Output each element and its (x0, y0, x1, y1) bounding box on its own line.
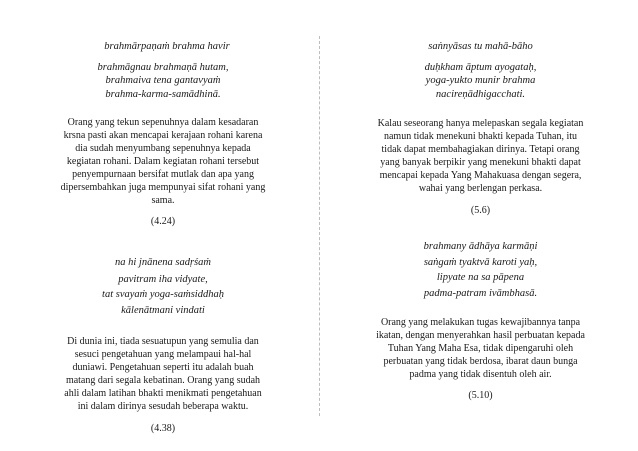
right-verse-1-reference: (5.6) (470, 205, 491, 216)
translation-line: mencapai kepada Yang Mahakuasa dengan segera, (379, 170, 582, 181)
translation-line: Orang yang melakukan tugas kewajibannya tanpa (380, 317, 581, 328)
right-verse-1-translation (328, 117, 633, 195)
translation-line: matang dari segala kebatinan. Orang yang sudah (65, 375, 261, 386)
translation-line: perbuatan yang tidak berdosa, ibarat daun bunga (383, 356, 578, 367)
translation-line: wahai yang berlengan perkasa. (418, 183, 543, 194)
left-verse-1-sanskrit (8, 40, 318, 101)
translation-line: kegiatan rohani. Dalam kegiatan rohani tersebut (66, 156, 260, 167)
verse-line: duḥkham āptum ayogataḥ, (424, 61, 537, 73)
verse-line: saṅnyāsas tu mahā-bāho (428, 41, 533, 52)
translation-line: yang banyak berpikir yang menekuni bhakti dapat (380, 157, 581, 168)
left-verse-1-reference: (4.24) (150, 216, 176, 227)
page-divider (319, 36, 320, 416)
translation-line: Di dunia ini, tiada sesuatupun yang semulia dan (67, 336, 259, 347)
verse-line: saṅgaṁ tyaktvā karoti yaḥ, (423, 256, 538, 268)
left-page (8, 38, 318, 435)
translation-line: krsna pasti akan mencapai kerajaan rohani karena (63, 130, 263, 141)
right-verse-2-sanskrit (328, 240, 633, 300)
translation-line: penyempurnaan bersifat mutlak dan apa yang (72, 169, 254, 180)
translation-line: ini dalam dirinya sesudah beberapa waktu. (77, 401, 249, 412)
right-verse-2-translation (328, 316, 633, 381)
left-verse-1-translation (8, 116, 318, 207)
verse-line: nacireṇādhigacchati. (435, 88, 526, 100)
translation-line: sama. (151, 195, 175, 206)
translation-line: dia sudah menyumbang sepenuhnya kepada (75, 143, 251, 154)
translation-line: Orang yang tekun sepenuhnya dalam kesadaran (67, 117, 259, 128)
verse-line: brahmaiva tena gantavyaṁ (105, 75, 221, 86)
translation-line: namun tidak menekuni bhakti kepada Tuhan, itu (383, 131, 578, 142)
translation-line: tidak dapat membahagiakan dirinya. Tetapi orang (381, 144, 580, 155)
verse-line: lipyate na sa pāpena (436, 272, 525, 283)
verse-line: brahma-karma-samādhinā. (105, 88, 221, 100)
translation-line: ahli dalam latihan bhakti menikmati pengetahuan (64, 388, 262, 399)
translation-line: sesuci pengetahuan yang melampaui hal-hal (74, 349, 252, 360)
right-verse-2-reference: (5.10) (468, 390, 493, 401)
translation-line: padma yang tidak disentuh oleh air. (409, 369, 552, 380)
translation-line: duniawi. Pengetahuan seperti itu adalah buah (72, 362, 254, 373)
verse-line: na hi jnānena sadṛśaṁ (115, 257, 211, 268)
verse-line: kālenātmani vindati (121, 304, 205, 316)
left-verse-2-sanskrit (8, 256, 318, 317)
verse-line: tat svayaṁ yoga-saṁsiddhaḥ (102, 289, 224, 300)
verse-line: yoga-yukto munir brahma (425, 75, 536, 86)
verse-line: padma-patram ivāmbhasā. (423, 287, 538, 299)
left-verse-2-translation (8, 335, 318, 413)
verse-line: brahmārpaṇaṁ brahma havir (104, 41, 230, 52)
translation-line: ikatan, dengan menyerahkan hasil perbuatan kepada (376, 330, 585, 341)
verse-line: brahmany ādhāya karmāṇi (423, 241, 538, 252)
verse-line: pavitram iha vidyate, (118, 273, 208, 285)
translation-line: dipersembahkan juga mempunyai sifat rohani yang (60, 182, 266, 193)
left-verse-2-reference: (4.38) (150, 423, 176, 434)
verse-line: brahmāgnau brahmaṇā hutam, (97, 61, 229, 73)
right-page (328, 38, 633, 402)
translation-line: Kalau seseorang hanya melepaskan segala kegiatan (377, 118, 584, 129)
translation-line: Tuhan Yang Maha Esa, tidak dipengaruhi oleh (387, 343, 574, 354)
right-verse-1-sanskrit (328, 40, 633, 101)
